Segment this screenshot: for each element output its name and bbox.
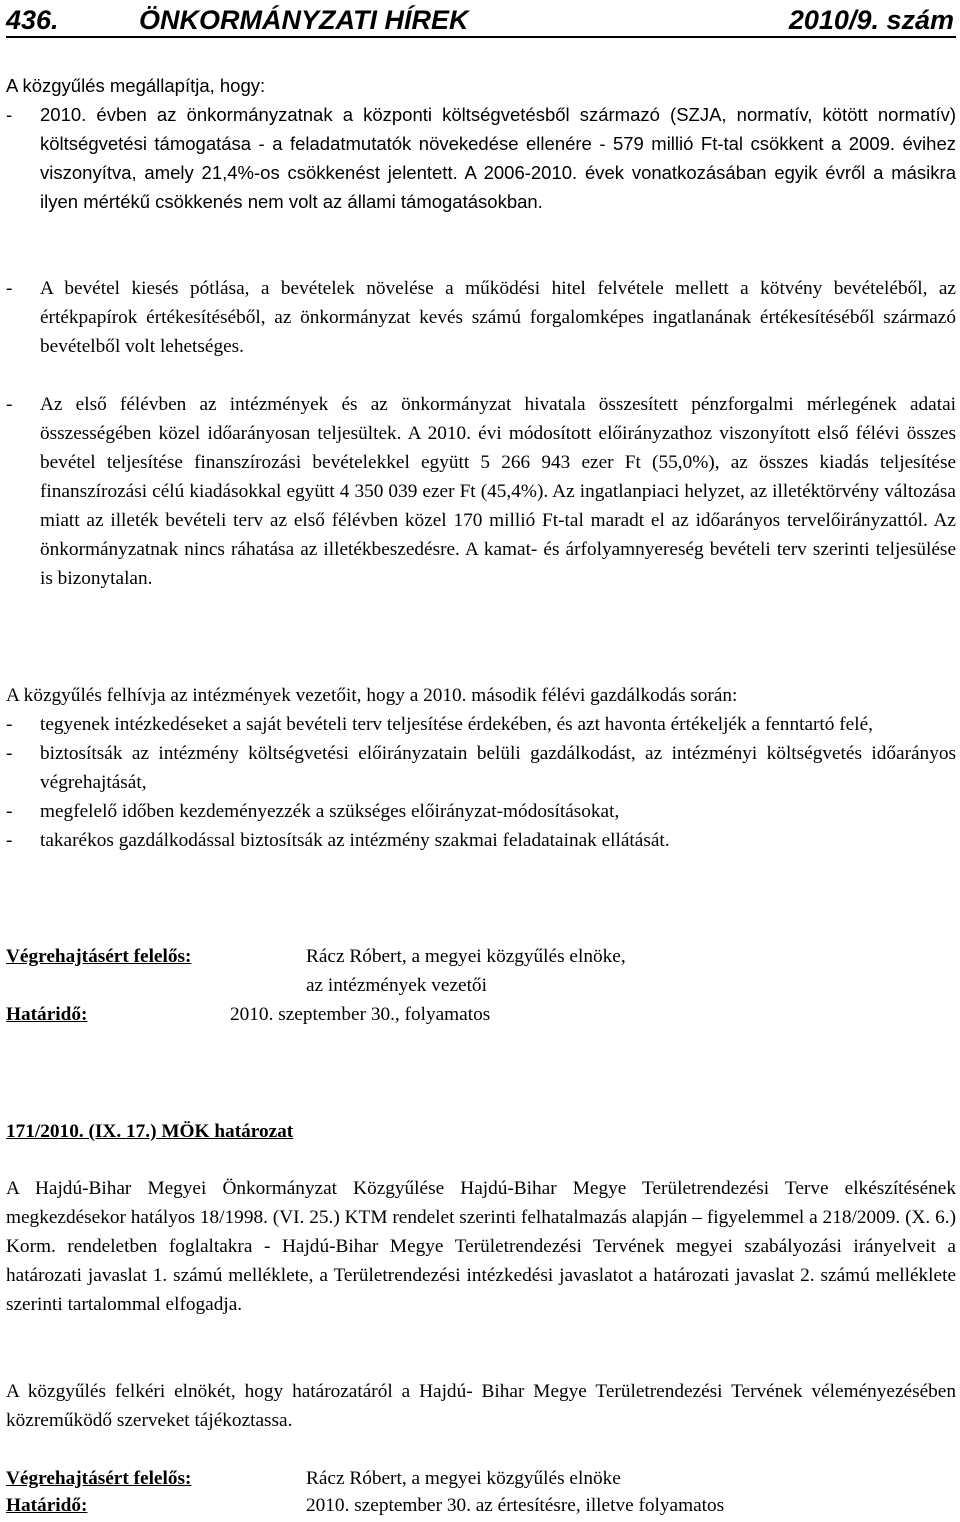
list-item-text: A bevétel kiesés pótlása, a bevételek növelése a működési hitel felvétele mellett a kötvény bevételéből, az értékpapírok értékesítéséből, az önkormányzat kevés számú forgalomképes ingatlanának értékesítéséből származó bevételből volt lehetséges. <box>40 278 956 357</box>
deadline-label: Határidő: <box>6 1495 88 1516</box>
dash-marker: - <box>6 278 13 299</box>
page-header <box>6 4 956 38</box>
list-item <box>6 797 956 826</box>
resolution-body <box>6 1174 956 1319</box>
call-section <box>6 681 956 855</box>
list-item-text: Az első félévben az intézmények és az önkormányzat hivatala összesített pénzforgalmi mérlegének adatai összességében közel időarányosan teljesültek. A 2010. évi módosított előirányzathoz viszonyított első félévi összes bevétel teljesítése finanszírozási bevételekkel együtt 5 266 943 ezer Ft (55,0%), az összes kiadás teljesítése finanszírozási célú kiadásokkal együtt 4 350 039 ezer Ft (45,4%). Az ingatlanpiaci helyzet, az illetéktörvény változása miatt az illeték bevételi terv az első félévben közel 170 millió Ft-tal maradt el az időarányos tervelőirányzattól. Az önkormányzatnak nincs ráhatása az illetékbeszedésre. A kamat- és árfolyamnyereség bevételi terv szerinti teljesülése is bizonytalan. <box>40 394 956 589</box>
list-item <box>6 739 956 797</box>
dash-marker: - <box>6 830 13 851</box>
item-first-half-results <box>6 390 956 593</box>
responsibility-block <box>6 1464 956 1522</box>
dash-marker: - <box>6 104 13 125</box>
dash-marker: - <box>6 801 13 822</box>
responsible-value-2: az intézmények vezetői <box>306 975 487 996</box>
deadline-value: 2010. szeptember 30., folyamatos <box>230 1004 491 1025</box>
resolution-paragraph: A Hajdú-Bihar Megyei Önkormányzat Közgyűlése Hajdú-Bihar Megye Területrendezési Terve elkészítésének megkezdésekor hatályos 18/1998. (VI. 25.) KTM rendelet szerinti felhatalmazás alapján – figyelemmel a 218/2009. (X. 6.) Korm. rendeletben foglaltakra - Hajdú-Bihar Megye Területrendezési Tervének megyei szabályozási irányelveit a határozati javaslat 1. számú melléklete, a Területrendezési intézkedési javaslatot a határozati javaslat 2. számú melléklete szerinti tartalommal elfogadja. <box>6 1178 956 1315</box>
list-item <box>6 100 956 216</box>
list-item-text: biztosítsák az intézmény költségvetési előirányzatain belüli gazdálkodást, az intézményi költségvetés időarányos végrehajtását, <box>40 743 956 793</box>
list-item <box>6 390 956 593</box>
intro-section <box>6 71 956 216</box>
issue-number: 2010/9. szám <box>788 5 954 35</box>
list-item-text: megfelelő időben kezdeményezzék a szükséges előirányzat-módosításokat, <box>40 801 620 822</box>
item-revenue-replacement <box>6 274 956 361</box>
responsibility-block <box>6 942 956 1032</box>
responsible-value: Rácz Róbert, a megyei közgyűlés elnöke, <box>306 946 626 967</box>
resolution-heading: 171/2010. (IX. 17.) MÖK határozat <box>6 1121 294 1142</box>
resolution-paragraph: A közgyűlés felkéri elnökét, hogy határozatáról a Hajdú- Bihar Megye Területrendezési Tervének véleményezésében közreműködő szerveket tájékoztassa. <box>6 1381 956 1431</box>
page-number: 436. <box>6 5 59 35</box>
list-item <box>6 710 956 739</box>
deadline-value: 2010. szeptember 30. az értesítésre, illetve folyamatos <box>306 1495 725 1516</box>
dash-marker: - <box>6 394 13 415</box>
list-item <box>6 826 956 855</box>
call-lead: A közgyűlés felhívja az intézmények vezetőit, hogy a 2010. második félévi gazdálkodás során: <box>6 685 738 706</box>
deadline-label: Határidő: <box>6 1004 88 1025</box>
dash-marker: - <box>6 714 13 735</box>
responsible-value: Rácz Róbert, a megyei közgyűlés elnöke <box>306 1468 621 1489</box>
publication-title: ÖNKORMÁNYZATI HÍREK <box>139 5 469 35</box>
intro-lead: A közgyűlés megállapítja, hogy: <box>6 75 266 96</box>
list-item-text: takarékos gazdálkodással biztosítsák az intézmény szakmai feladatainak ellátását. <box>40 830 670 851</box>
dash-marker: - <box>6 743 13 764</box>
responsible-label: Végrehajtásért felelős: <box>6 946 192 967</box>
responsible-label: Végrehajtásért felelős: <box>6 1468 192 1489</box>
list-item-text: 2010. évben az önkormányzatnak a központi költségvetésből származó (SZJA, normatív, kötött normatív) költségvetési támogatása - a feladatmutatók növekedése ellenére - 579 millió Ft-tal csökkent a 2009. évihez viszonyítva, amely 21,4%-os csökkenést jelentett. A 2006-2010. évek vonatkozásában egyik évről a másikra ilyen mértékű csökkenés nem volt az állami támogatásokban. <box>40 104 956 212</box>
list-item <box>6 274 956 361</box>
list-item-text: tegyenek intézkedéseket a saját bevételi terv teljesítése érdekében, és azt havonta értékeljék a fenntartó felé, <box>40 714 873 735</box>
resolution-request <box>6 1377 956 1435</box>
